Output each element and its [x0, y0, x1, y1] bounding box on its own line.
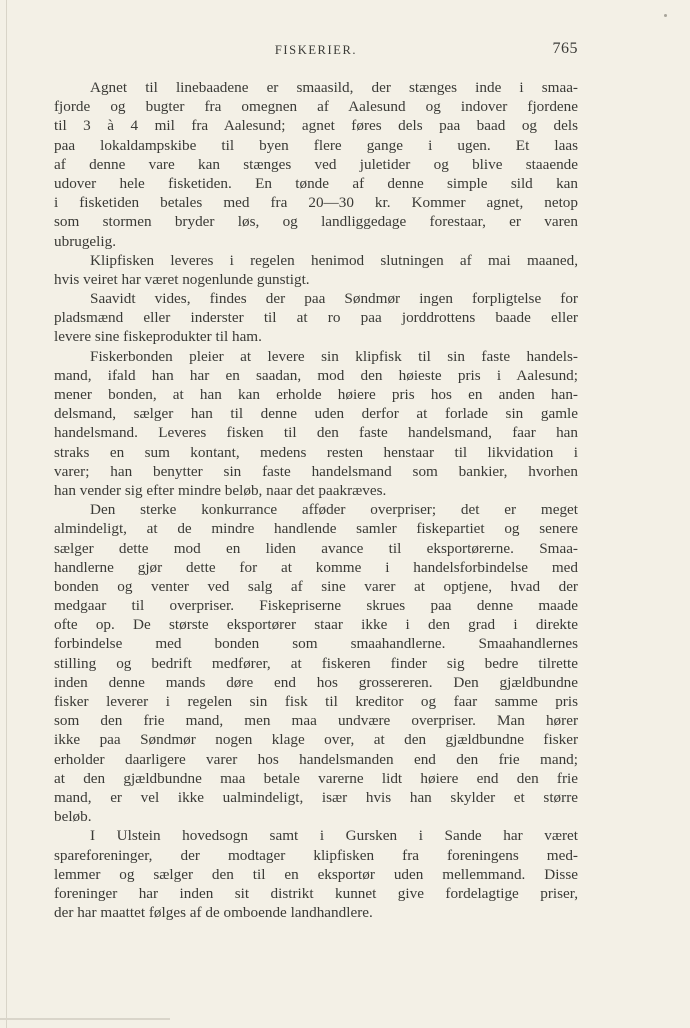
text-line: handlerne gjør dette for at komme i handelsforbindelse med [54, 558, 578, 576]
page-number: 765 [552, 40, 578, 57]
text-line: bonden og venter ved salg af sine varer at optjene, hvad der [54, 577, 578, 595]
text-line: han vender sig efter mindre beløb, naar det paakræves. [54, 481, 387, 499]
paragraph [54, 347, 578, 501]
text-line: til 3 à 4 mil fra Aalesund; agnet føres dels paa baad og dels [54, 117, 578, 135]
text-line: varer; han benytter sin faste handelsmand som bankier, hvorhen [54, 462, 578, 480]
text-line: medgaar til overpriser. Fiskepriserne skrues paa denne maade [54, 597, 578, 615]
text-line: som stormen bryder løs, og landliggedage forestaar, er varen [54, 213, 578, 231]
text-line: ikke paa Søndmør nogen klage over, at den gjældbundne fisker [54, 731, 578, 749]
text-line: levere sine fiskeprodukter til ham. [54, 328, 262, 346]
text-line: almindeligt, at de mindre handlende samler fiskepartiet og senere [54, 520, 578, 538]
text-line: hvis veiret har været nogenlunde gunstigt. [54, 270, 310, 288]
text-line: mener bonden, at han kan erholde høiere pris hos en anden han- [54, 386, 578, 403]
text-line: mand, ifald han har en saadan, mod den høieste pris i Aalesund; [54, 366, 578, 384]
paragraph [54, 826, 578, 922]
text-line: i fisketiden betales med fra 20—30 kr. Kommer agnet, netop [54, 194, 578, 212]
text-line: af denne vare kan stænges ved juletider og blive staaende [54, 155, 578, 173]
text-line: ofte op. De største eksportører staar ikke i den grad i direkte [54, 616, 578, 634]
text-line: fisker leverer i regelen sin fisk til kreditor og faar samme pris [54, 693, 578, 710]
text-line: ubrugelig. [54, 232, 117, 250]
text-line: Saavidt vides, findes der paa Søndmør ingen forpligtelse for [90, 290, 578, 308]
paragraph [54, 289, 578, 347]
text-line: erholder daarligere varer hos handelsmanden end den frie mand; [54, 750, 578, 768]
text-line: I Ulstein hovedsogn samt i Gursken i Sande har været [90, 827, 578, 845]
text-line: stilling og bedrift medfører, at fiskeren finder sig bedre tilrette [54, 654, 578, 672]
text-line: handelsmand. Leveres fisken til den faste handelsmand, faar han [54, 424, 578, 442]
text-line: forbindelse med bonden som smaahandlerne. Smaahandlernes [54, 635, 578, 653]
text-line: lemmer og sælger den til en eksportør uden mellemmand. Disse [54, 865, 578, 883]
text-line: Agnet til linebaadene er smaasild, der stænges inde i smaa- [90, 79, 578, 96]
text-line: delsmand, sælger han til denne uden derfor at forlade sin gamle [54, 405, 578, 423]
text-line: udover hele fisketiden. En tønde af denne simple sild kan [54, 174, 578, 192]
text-line: inden denne mands døre end hos grossereren. Den gjældbundne [54, 673, 578, 691]
text-line: Den sterke konkurrance afføder overpriser; det er meget [90, 501, 578, 519]
paragraph [54, 251, 578, 289]
text-line: spareforeninger, der modtager klipfisken fra foreningens med- [54, 846, 578, 864]
paragraph [54, 78, 578, 251]
text-line: som den frie mand, men maa undvære overpriser. Man hører [54, 712, 578, 730]
running-title: FISKERIER. [274, 43, 358, 57]
text-line: foreninger har inden sit distrikt kunnet give fordelagtige priser, [54, 884, 578, 902]
text-line: straks en sum kontant, medens resten henstaar til likvidation i [54, 443, 578, 461]
text-line: Klipfisken leveres i regelen henimod slutningen af mai maaned, [90, 251, 578, 269]
text-line: der har maattet følges af de omboende landhandlere. [54, 904, 373, 922]
page-edge-line [6, 0, 7, 1028]
text-line: sælger dette mod en liden avance til eksportørerne. Smaa- [54, 539, 578, 557]
text-line: at den gjældbundne maa betale varerne lidt høiere end den frie [54, 769, 578, 787]
text-line: paa lokaldampskibe til byen flere gange i ugen. Et laas [54, 136, 578, 154]
running-header [54, 40, 578, 60]
print-speck [664, 14, 667, 17]
text-line: beløb. [54, 808, 92, 826]
text-line: Fiskerbonden pleier at levere sin klipfisk til sin faste handels- [90, 347, 578, 365]
text-line: pladsmænd eller inderster til at ro paa jorddrottens baade eller [54, 309, 578, 327]
body-text [54, 78, 578, 922]
text-line: mand, er vel ikke ualmindeligt, især hvis han skylder et større [54, 788, 578, 806]
page-bottom-edge [0, 1018, 170, 1020]
text-line: fjorde og bugter fra omegnen af Aalesund og indover fjordene [54, 98, 578, 116]
paragraph [54, 500, 578, 826]
